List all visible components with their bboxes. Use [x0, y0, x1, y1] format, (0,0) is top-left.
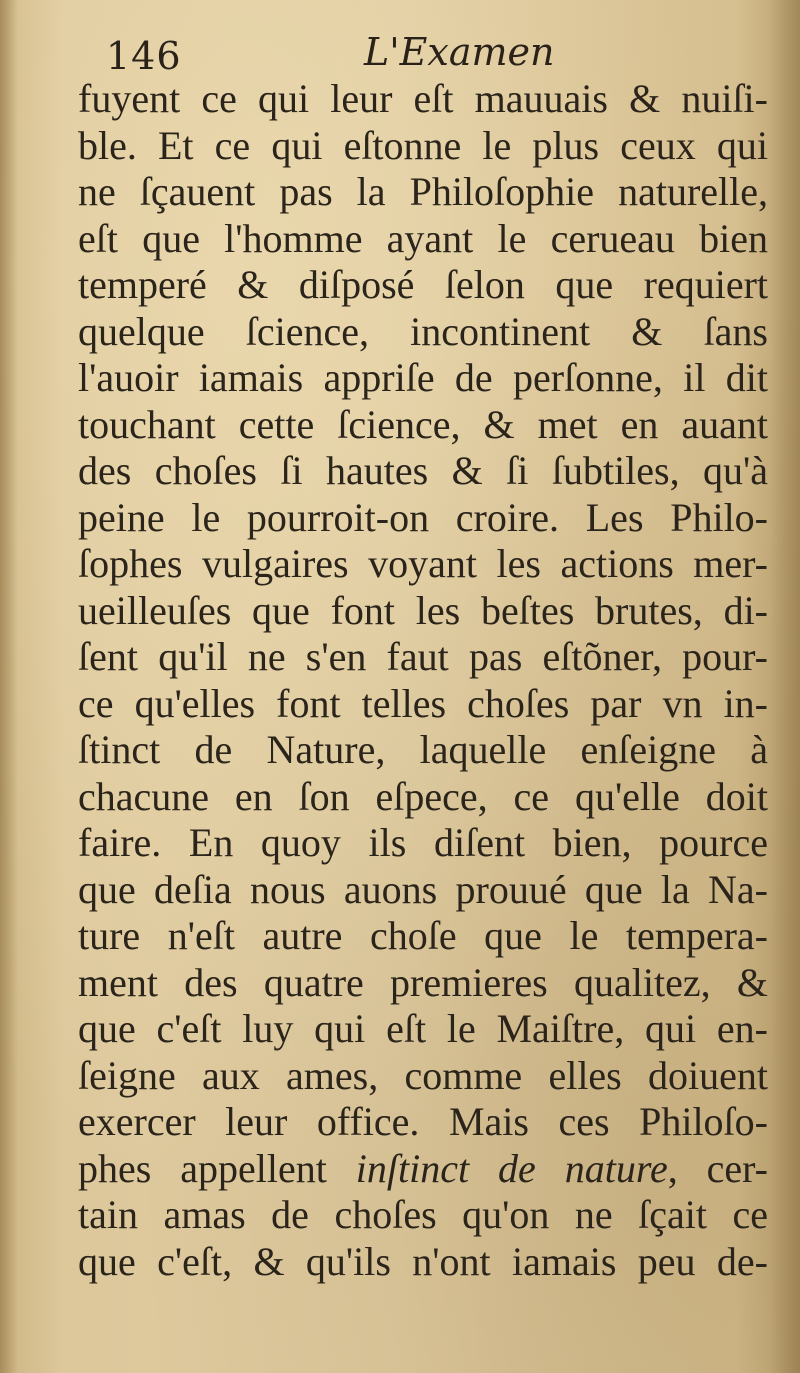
italic-phrase: inſtinct de nature [355, 1145, 668, 1191]
page-gutter-shadow [0, 0, 18, 1373]
text-line: ture n'eſt autre choſe que le tempera- [78, 913, 768, 958]
text-line: exercer leur office. Mais ces Philoſo- [78, 1099, 768, 1144]
text-line: ble. Et ce qui eſtonne le plus ceux qui [78, 122, 768, 168]
text-line: ſtinct de Nature, laquelle enſeigne à [78, 727, 768, 772]
text-line: que c'eſt, & qu'ils n'ont iamais peu de- [78, 1238, 768, 1284]
text-line: que deſia nous auons prouué que la Na- [78, 866, 768, 912]
text-line-with-italic [78, 1146, 768, 1193]
text-line: ſophes vulgaires voyant les actions mer- [78, 541, 768, 586]
page-number: 146 [106, 34, 182, 78]
body-text [78, 76, 768, 1285]
text-line: tain amas de choſes qu'on ne ſçait ce [78, 1192, 768, 1237]
text-line: ueilleuſes que font les beſtes brutes, di- [78, 587, 768, 633]
text-segment: , cer- [667, 1145, 768, 1191]
text-line: ſeigne aux ames, comme elles doiuent [78, 1052, 768, 1098]
running-title: L'Examen [364, 30, 555, 74]
text-line: ment des quatre premieres qualitez, & [78, 959, 768, 1005]
text-line: ſent qu'il ne s'en faut pas eſtõner, pour- [78, 634, 768, 679]
text-line: eſt que l'homme ayant le cerueau bien [78, 215, 768, 261]
page-edge-shadow [770, 0, 800, 1373]
text-line: l'auoir iamais appriſe de perſonne, il dit [78, 355, 768, 400]
text-line: touchant cette ſcience, & met en auant [78, 401, 768, 447]
text-line: des choſes ſi hautes & ſi ſubtiles, qu'à [78, 448, 768, 493]
text-line: temperé & diſposé ſelon que requiert [78, 262, 768, 307]
text-line: quelque ſcience, incontinent & ſans [78, 308, 768, 354]
text-line: fuyent ce qui leur eſt mauuais & nuiſi- [78, 76, 768, 121]
text-line: ce qu'elles font telles choſes par vn in- [78, 680, 768, 726]
text-segment: phes appellent [78, 1145, 356, 1191]
text-line: ne ſçauent pas la Philoſophie naturelle, [78, 169, 768, 214]
text-line: faire. En quoy ils diſent bien, pource [78, 820, 768, 865]
text-line: que c'eſt luy qui eſt le Maiſtre, qui en- [78, 1006, 768, 1051]
text-line: chacune en ſon eſpece, ce qu'elle doit [78, 773, 768, 819]
text-line: peine le pourroit-on croire. Les Philo- [78, 494, 768, 540]
